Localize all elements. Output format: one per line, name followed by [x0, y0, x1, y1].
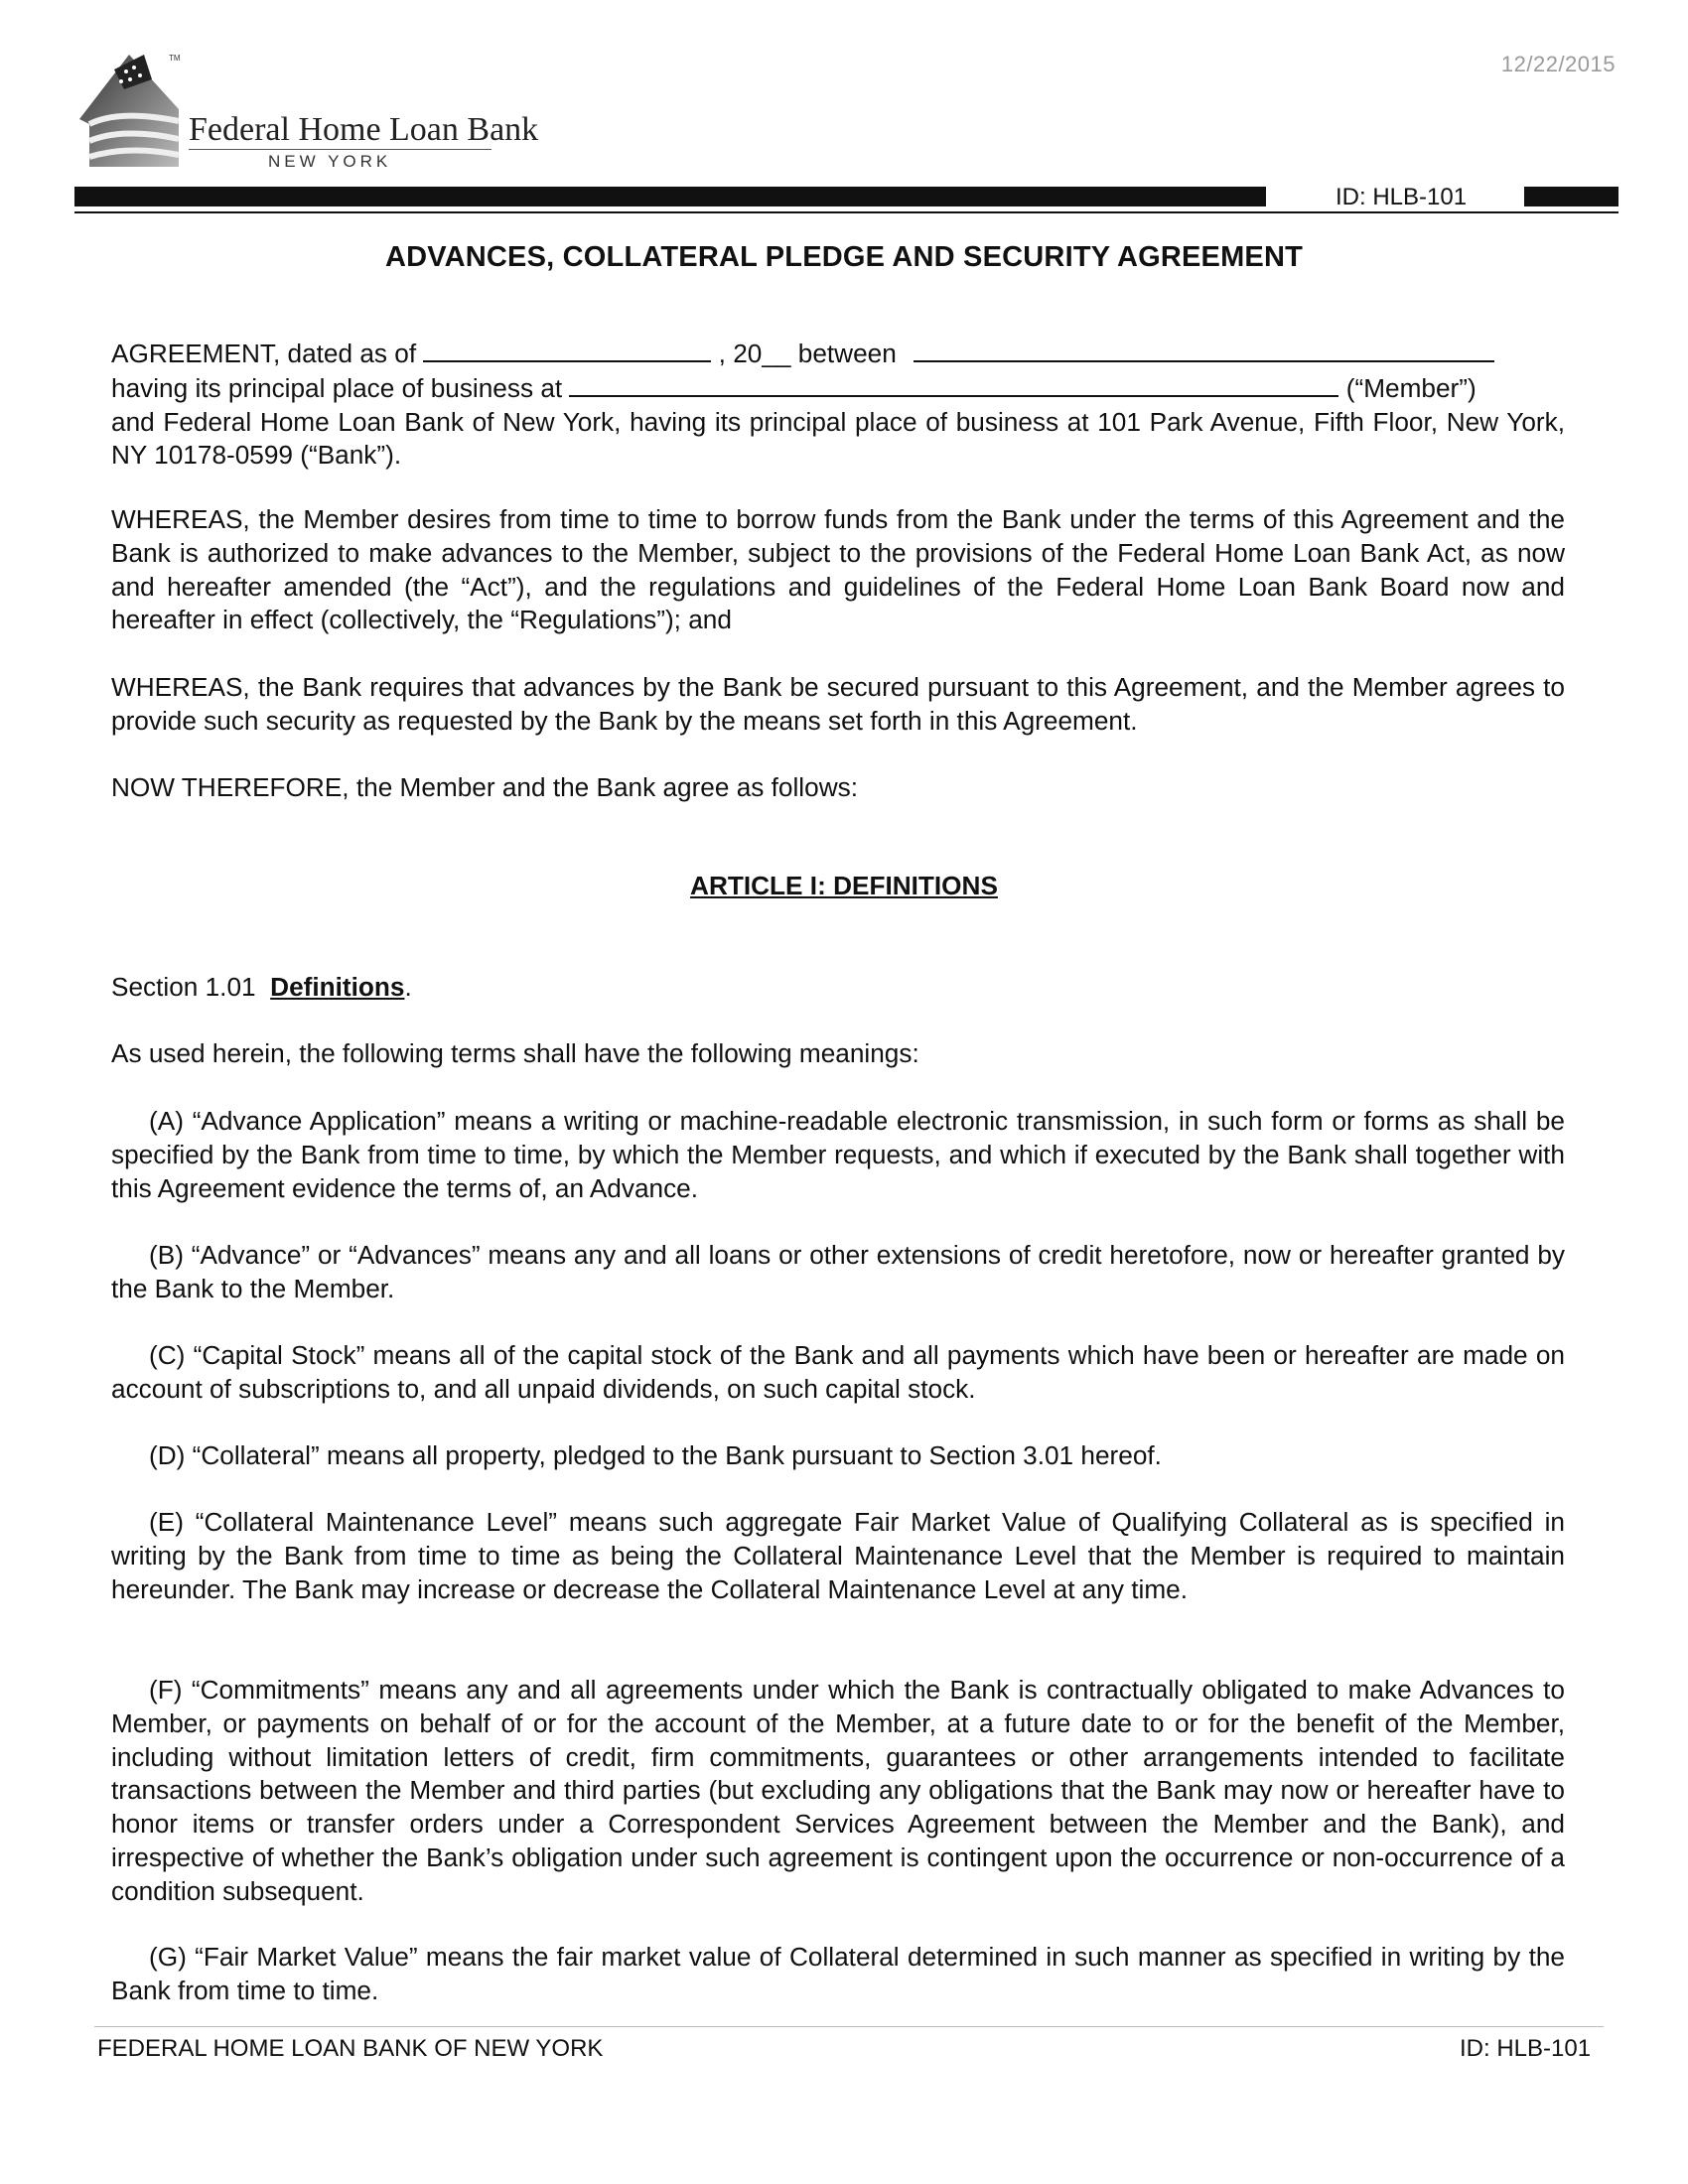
- intro-business-label: having its principal place of business at: [111, 372, 563, 403]
- definition-g-text: (G) “Fair Market Value” means the fair market value of Collateral determined in such manner as specified in writing by the Bank from time to time.: [111, 1942, 1565, 2005]
- fhlbny-logo: [74, 50, 501, 169]
- header-bar-left: [74, 187, 1266, 206]
- header-id-value: HLB-101: [1372, 184, 1468, 210]
- whereas-paragraph-1: [111, 503, 1565, 637]
- definition-c: [111, 1339, 1565, 1407]
- definition-e: [111, 1506, 1565, 1606]
- section-title: Definitions: [270, 972, 405, 1002]
- header-bar-right: [1524, 187, 1618, 206]
- header-id-label: ID:: [1336, 184, 1366, 210]
- intro-year-between: , 20__ between: [718, 339, 897, 368]
- definition-b: [111, 1239, 1565, 1306]
- definition-e-text: (E) “Collateral Maintenance Level” means such aggregate Fair Market Value of Qualifying Collateral as is specified in writing by the Bank from time to time as being the Collateral Maintenance Level that the Member is required to maintain hereunder. The Bank may increase or decrease the Collateral Maintenance Level at any time.: [111, 1507, 1565, 1604]
- intro-line-1: [111, 337, 1565, 371]
- definition-g: [111, 1941, 1565, 2008]
- footer-document-id: [1460, 2035, 1591, 2063]
- footer-id-label: ID:: [1460, 2035, 1490, 2062]
- footer-id-value: HLB-101: [1496, 2035, 1592, 2062]
- as-used-paragraph: [111, 1037, 1565, 1071]
- house-flag-logo-icon: [74, 50, 194, 169]
- logo-location: NEW YORK: [268, 152, 392, 171]
- as-used-text: As used herein, the following terms shall have the following meanings:: [111, 1038, 919, 1068]
- definition-a: [111, 1105, 1565, 1205]
- logo-bank-name: Federal Home Loan Bank: [189, 111, 539, 148]
- definition-d-text: (D) “Collateral” means all property, pledged to the Bank pursuant to Section 3.01 hereof.: [149, 1440, 1162, 1470]
- definition-a-text: (A) “Advance Application” means a writing or machine-readable electronic transmission, in such form or forms as shall be specified by the Bank from time to time, by which the Member requests, and which if executed by the Bank shall together with this Agreement evidence the terms of, an Advance.: [111, 1106, 1565, 1203]
- document-title: ADVANCES, COLLATERAL PLEDGE AND SECURITY AGREEMENT: [384, 241, 1304, 273]
- footer-bank-name: FEDERAL HOME LOAN BANK OF NEW YORK: [97, 2035, 604, 2062]
- header-document-id: [1336, 184, 1467, 211]
- definition-f: [111, 1674, 1565, 1909]
- agreement-intro: [111, 337, 1565, 473]
- business-address-blank-field[interactable]: [569, 371, 1338, 397]
- trademark-mark: TM: [169, 54, 181, 63]
- section-period: .: [404, 972, 412, 1002]
- article-heading: ARTICLE I: DEFINITIONS: [690, 871, 998, 900]
- intro-line-2: [111, 371, 1565, 406]
- intro-member-label: (“Member”): [1345, 372, 1477, 403]
- member-name-blank-field[interactable]: [914, 337, 1494, 362]
- now-therefore-text: NOW THEREFORE, the Member and the Bank agree as follows:: [111, 772, 858, 802]
- header-rule: [74, 211, 1618, 213]
- date-blank-field[interactable]: [423, 337, 711, 362]
- intro-dated-label: AGREEMENT, dated as of: [111, 339, 417, 368]
- section-heading: [111, 971, 1565, 1005]
- definition-c-text: (C) “Capital Stock” means all of the capital stock of the Bank and all payments which have been or hereafter are made on account of subscriptions to, and all unpaid dividends, on such capital stock.: [111, 1340, 1565, 1404]
- whereas-paragraph-2: [111, 671, 1565, 739]
- whereas-text-1: WHEREAS, the Member desires from time to time to borrow funds from the Bank under the terms of this Agreement and the Bank is authorized to make advances to the Member, subject to the provisions of the Federal Home Loan Bank Act, as now and hereafter amended (the “Act”), and the regulations and guidelines of the Federal Home Loan Bank Board now and hereafter in effect (collectively, the “Regulations”); and: [111, 504, 1565, 635]
- whereas-text-2: WHEREAS, the Bank requires that advances by the Bank be secured pursuant to this Agreement, and the Member agrees to provide such security as requested by the Bank by the means set forth in this Agreement.: [111, 672, 1565, 736]
- now-therefore-paragraph: [111, 771, 1565, 805]
- document-date: 12/22/2015: [1500, 52, 1616, 76]
- definition-d: [111, 1439, 1565, 1473]
- section-number: Section 1.01: [111, 972, 256, 1002]
- definition-f-text: (F) “Commitments” means any and all agreements under which the Bank is contractually obligated to make Advances to Member, or payments on behalf of or for the account of the Member, at a future date to or for the benefit of the Member, including without limitation letters of credit, firm commitments, guarantees or other arrangements intended to facilitate transactions between the Member and third parties (but excluding any obligations that the Bank may now or hereafter have to honor items or transfer orders under a Correspondent Services Agreement between the Member and the Bank), and irrespective of whether the Bank’s obligation under such agreement is contingent upon the occurrence or non-occurrence of a condition subsequent.: [111, 1675, 1565, 1906]
- footer-rule: [94, 2026, 1604, 2027]
- definition-b-text: (B) “Advance” or “Advances” means any and all loans or other extensions of credit heretofore, now or hereafter granted by the Bank to the Member.: [111, 1240, 1565, 1303]
- intro-bank-paragraph: and Federal Home Loan Bank of New York, having its principal place of business at 101 Park Avenue, Fifth Floor, New York, NY 10178-0599 (“Bank”).: [111, 406, 1565, 471]
- logo-divider: [189, 149, 492, 150]
